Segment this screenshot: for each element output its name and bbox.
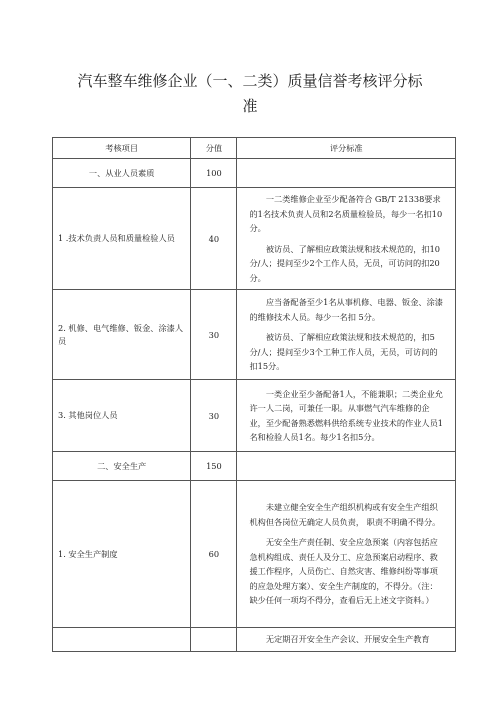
criteria-cell <box>237 188 456 290</box>
header-score: 分值 <box>191 138 237 159</box>
item-score: 60 <box>191 481 237 628</box>
criteria-cell <box>237 628 456 652</box>
scoring-table <box>52 137 456 652</box>
item-name: 2. 机修、电气维修、钣金、涂漆人员 <box>53 290 191 380</box>
criteria-paragraph: 一二类维修企业至少配备符合 GB/T 21338要求的1名技术负责人员和2名质量检验员，每少一名扣10分。 <box>249 194 443 233</box>
criteria-paragraph: 被访员、了解相应政策法规和技术规范的，扣10分/人；提问至少2个工作人员，无员，可访问的扣20分。 <box>249 243 440 283</box>
header-item: 考核项目 <box>53 138 191 159</box>
criteria-paragraph: 一类企业至少备配备1人，不能兼职；二类企业允许一人二岗，可兼任一职。从事燃气汽车维修的企业，至少配备熟悉燃料供给系统专业技术的作业人员1名和检验人员1名。每少1名扣5分。 <box>249 388 443 442</box>
header-criteria: 评分标准 <box>237 138 456 159</box>
document-title-line1: 汽车整车维修企业（一、二类）质量信誉考核评分标 <box>77 72 423 90</box>
criteria-paragraph: 无定期召开安全生产会议、开展安全生产教育 <box>265 634 430 644</box>
item-score: 100 <box>191 159 237 188</box>
section-row <box>53 452 456 481</box>
table-row <box>53 481 456 628</box>
section-row <box>53 159 456 188</box>
section-name: 一、从业人员素质 <box>53 159 191 188</box>
criteria-cell <box>237 159 456 188</box>
section-name: 二、安全生产 <box>53 452 191 481</box>
table-row <box>53 290 456 380</box>
table-header-row <box>53 138 456 159</box>
criteria-cell <box>237 380 456 452</box>
criteria-cell <box>237 481 456 628</box>
item-score: 30 <box>191 380 237 452</box>
item-name: 1. 安全生产制度 <box>53 481 191 628</box>
table-row <box>53 380 456 452</box>
criteria-paragraph: 未建立健全安全生产组织机构或有安全生产组织机构但各岗位无确定人员负责， 职责不明确不得分。 <box>249 502 441 527</box>
criteria-paragraph: 无安全生产责任制、安全应急预案（内容包括应急机构组成、责任人及分工、应急预案启动程序、救援工作程序，人员伤亡、自然灾害、维修纠纷等事项的应急处理方案）、安全生产制度的，不得分。（注：缺少任何一项均不得分，查看后无上述文字资料。） <box>249 537 438 606</box>
item-score: 150 <box>191 452 237 481</box>
scoring-table-body <box>53 138 456 652</box>
item-name <box>53 628 191 652</box>
criteria-cell <box>237 452 456 481</box>
criteria-paragraph: 应当备配备至少1名从事机修、电器、钣金、涂漆的维修技术人员。每少一名扣 5分。 <box>249 297 443 322</box>
document-title-line2: 准 <box>242 97 258 115</box>
table-row <box>53 628 456 652</box>
criteria-cell <box>237 290 456 380</box>
table-row <box>53 188 456 290</box>
criteria-paragraph: 被访员、了解相应政策法规和技术规范的，扣5分/人；提问至少3个工种工作人员，无员，可访问的扣15分。 <box>249 332 438 372</box>
item-score: 30 <box>191 290 237 380</box>
item-score <box>191 628 237 652</box>
item-name: 1 .技术负责人员和质量检验人员 <box>53 188 191 290</box>
item-score: 40 <box>191 188 237 290</box>
item-name: 3. 其他岗位人员 <box>53 380 191 452</box>
